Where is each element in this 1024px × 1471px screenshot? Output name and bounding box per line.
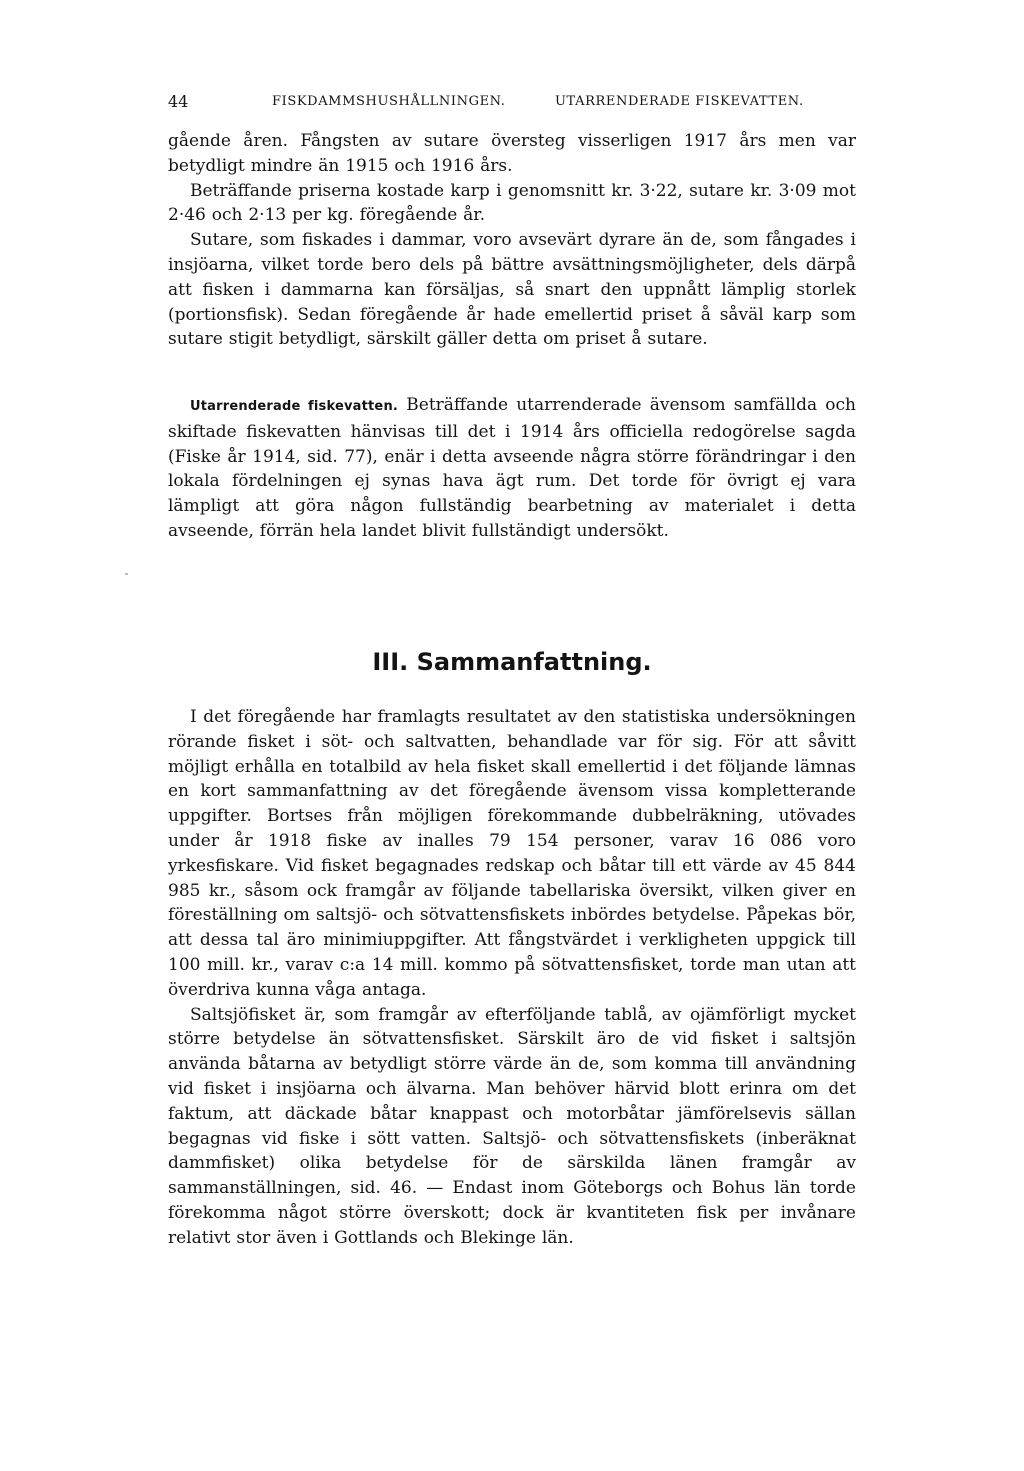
paragraph-saltwater-fishery: Saltsjöfisket är, som framgår av efterföljande tablå, av ojämförligt mycket större betydelse än sötvattensfisket. Särskilt äro de vid fisket i saltsjön använda båtarna av betydligt större värde än de, som komma till användning vid fisket i insjöarna och älvarna. Man behöver härvid blott erinra om det faktum, att däckade båtar knappast och motorbåtar jämförelsevis sällan begagnas vid fiske i sött vatten. Saltsjö- och sötvattensfiskets (inberäknat dammfisket) olika betydelse för de särskilda länen framgår av sammanställningen, sid. 46. — Endast inom Göteborgs och Bohus län torde förekomma något större överskott; dock är kvantiteten fisk per invånare relativt stor även i Gottlands och Blekinge län. [168, 1004, 856, 1248]
section-running-title: UTARRENDERADE FISKEVATTEN. [555, 94, 804, 109]
paragraph-tench-ponds: Sutare, som fiskades i dammar, voro avsevärt dyrare än de, som fångades i insjöarna, vilket torde bero dels på bättre avsättningsmöjligheter, dels därpå att fisken i dammarna kan försäljas, så snart den uppnått lämplig storlek (portionsfisk). Sedan föregående år hade emellertid priset å såväl karp som sutare stigit betydligt, särskilt gäller detta om priset å sutare. [168, 230, 856, 350]
running-title: FISKDAMMSHUSHÅLLNINGEN. [272, 94, 506, 109]
leased-waters-text: Beträffande utarrenderade ävensom samfällda och skiftade fiskevatten hänvisas till det i 1914 års officiella redogörelse sagda (Fiske år 1914, sid. 77), enär i detta avseende några större förändringar i den lokala fördelningen ej synas hava ägt rum. Det torde för övrigt ej vara lämpligt att göra någon fullständig bearbetning av materialet i detta avseende, förrän hela landet blivit fullständigt undersökt. [168, 395, 856, 541]
top-text-block [168, 129, 856, 352]
paragraph-leased-waters [168, 393, 856, 544]
margin-speck [125, 573, 128, 575]
page-number: 44 [168, 92, 189, 111]
running-header [168, 92, 868, 114]
section-title: III. Sammanfattning. [372, 648, 652, 676]
paragraph-prices: Beträffande priserna kostade karp i genomsnitt kr. 3·22, sutare kr. 3·09 mot 2·46 och 2·13 per kg. föregående år. [168, 180, 856, 226]
subheading-leased-waters: Utarrenderade fiskevatten. [190, 399, 399, 414]
paragraph-summary-intro: I det föregående har framlagts resultatet av den statistiska undersökningen rörande fisket i söt- och saltvatten, behandlade var för sig. För att såvitt möjligt erhålla en totalbild av hela fisket skall emellertid i det följande lämnas en kort sammanfattning av det föregående ävensom vissa kompletterande uppgifter. Bortses från möjligen förekommande dubbelräkning, utövades under år 1918 fiske av inalles 79 154 personer, varav 16 086 voro yrkesfiskare. Vid fisket begagnades redskap och båtar till ett värde av 45 844 985 kr., såsom ock framgår av följande tabellariska översikt, vilken giver en föreställning om saltsjö- och sötvattensfiskets inbördes betydelse. Påpekas bör, att dessa tal äro minimiuppgifter. Att fångstvärdet i verkligheten uppgick till 100 mill. kr., varav c:a 14 mill. kommo på sötvattensfisket, torde man utan att överdriva kunna våga antaga. [168, 707, 856, 1000]
paragraph-catch-continuation: gående åren. Fångsten av sutare översteg visserligen 1917 års men var betydligt mindre än 1915 och 1916 års. [168, 131, 856, 176]
leased-waters-block [168, 393, 856, 544]
summary-text-block [168, 705, 856, 1251]
